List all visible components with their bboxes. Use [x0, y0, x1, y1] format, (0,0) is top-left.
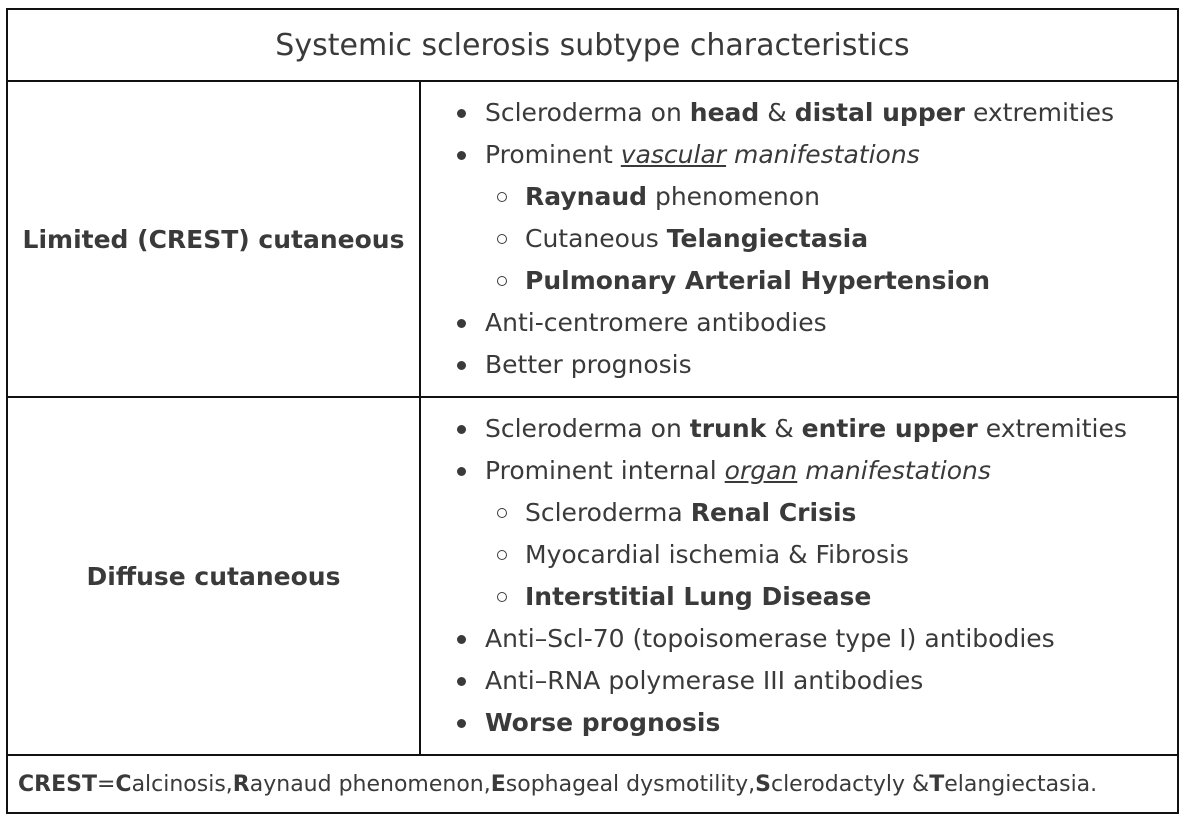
- list-item: Worse prognosis: [455, 702, 1177, 744]
- bullet-icon: [457, 719, 466, 728]
- sub-list-item: Myocardial ischemia & Fibrosis: [455, 534, 1177, 576]
- list-item: Prominent vascular manifestations: [455, 134, 1177, 176]
- circle-bullet-icon: [497, 508, 507, 518]
- sub-list-item: Pulmonary Arterial Hypertension: [455, 260, 1177, 302]
- list-item: Scleroderma on trunk & entire upper extremities: [455, 408, 1177, 450]
- bullet-icon: [457, 319, 466, 328]
- circle-bullet-icon: [497, 276, 507, 286]
- bullet-icon: [457, 151, 466, 160]
- list-item: Scleroderma on head & distal upper extremities: [455, 92, 1177, 134]
- bullet-icon: [457, 425, 466, 434]
- diffuse-label: Diffuse cutaneous: [8, 398, 421, 754]
- row-limited: [8, 82, 1177, 398]
- limited-features: [421, 82, 1177, 396]
- circle-bullet-icon: [497, 234, 507, 244]
- circle-bullet-icon: [497, 592, 507, 602]
- row-diffuse: [8, 398, 1177, 756]
- diffuse-features: [421, 398, 1177, 754]
- limited-label: Limited (CREST) cutaneous: [8, 82, 421, 396]
- bullet-icon: [457, 467, 466, 476]
- crest-footnote: CREST = C alcinosis, R aynaud phenomenon, E sophageal dysmotility, S clerodactyly & T elangiectasia.: [18, 771, 1098, 797]
- list-item: Anti-centromere antibodies: [455, 302, 1177, 344]
- subtype-table: [6, 8, 1179, 814]
- bullet-icon: [457, 361, 466, 370]
- list-item: Prominent internal organ manifestations: [455, 450, 1177, 492]
- sub-list-item: Scleroderma Renal Crisis: [455, 492, 1177, 534]
- circle-bullet-icon: [497, 192, 507, 202]
- table-title: Systemic sclerosis subtype characteristics: [8, 10, 1177, 82]
- bullet-icon: [457, 109, 466, 118]
- bullet-icon: [457, 635, 466, 644]
- sub-list-item: Interstitial Lung Disease: [455, 576, 1177, 618]
- list-item: Anti–Scl-70 (topoisomerase type I) antibodies: [455, 618, 1177, 660]
- list-item: Better prognosis: [455, 344, 1177, 386]
- list-item: Anti–RNA polymerase III antibodies: [455, 660, 1177, 702]
- circle-bullet-icon: [497, 550, 507, 560]
- sub-list-item: Raynaud phenomenon: [455, 176, 1177, 218]
- sub-list-item: Cutaneous Telangiectasia: [455, 218, 1177, 260]
- bullet-icon: [457, 677, 466, 686]
